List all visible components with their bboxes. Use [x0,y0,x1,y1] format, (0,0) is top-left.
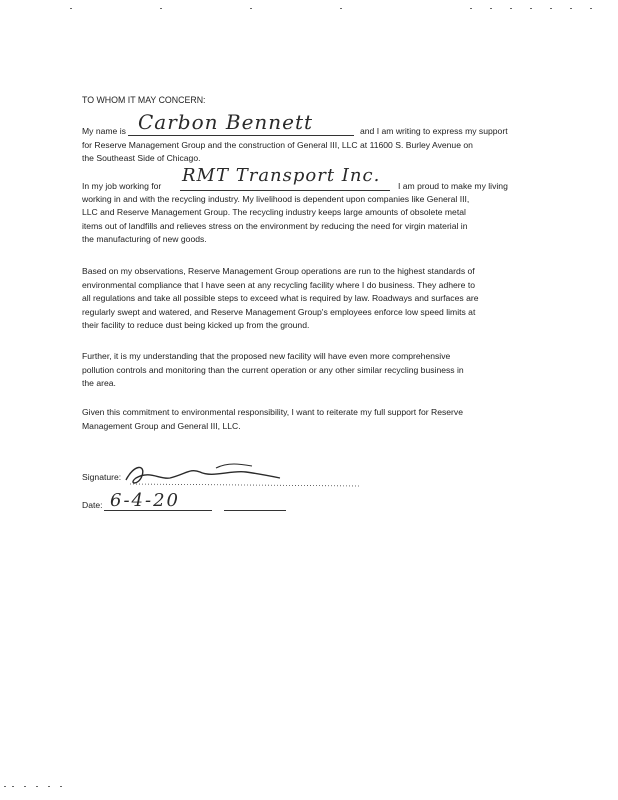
para2-line4: items out of landfills and relieves stress on the environment by reducing the need for virgin material in [82,221,468,231]
para1-line1-prefix: My name is [82,126,126,136]
para3-line4: regularly swept and watered, and Reserve Management Group's employees enforce low speed limits at [82,307,476,317]
signature-label: Signature: [82,472,122,482]
scan-artifacts-top [0,8,618,12]
handwritten-company: RMT Transport Inc. [182,165,381,186]
para2-line1-prefix: In my job working for [82,181,162,191]
handwritten-signature [120,458,370,494]
para2-line2: working in and with the recycling industry. My livelihood is dependent upon companies like General III, [82,194,470,204]
name-fill-line [128,135,354,136]
para3-line3: all regulations and take all possible steps to exceed what is required by law. Roadways and surfaces are [82,293,479,303]
para3-line2: environmental compliance that I have seen at any recycling facility where I do business. They adhere to [82,280,475,290]
para1-line1-suffix: and I am writing to express my support [360,126,508,136]
para1-line2: for Reserve Management Group and the construction of General III, LLC at 11600 S. Burley Avenue on [82,140,473,150]
handwritten-date: 6-4-20 [110,490,180,511]
para3-line5: their facility to reduce dust being kicked up from the ground. [82,320,310,330]
para2-line1-suffix: I am proud to make my living [398,181,508,191]
para4-line2: pollution controls and monitoring than the current operation or any other similar recycling business in [82,365,464,375]
para1-line3: the Southeast Side of Chicago. [82,153,201,163]
date-label: Date: [82,500,103,510]
scan-artifacts-bottom [0,786,618,790]
para4-line1: Further, it is my understanding that the proposed new facility will have even more comprehensive [82,351,451,361]
company-fill-line [180,190,390,191]
para3-line1: Based on my observations, Reserve Management Group operations are run to the highest standards of [82,266,475,276]
para5-line2: Management Group and General III, LLC. [82,421,241,431]
salutation: TO WHOM IT MAY CONCERN: [82,95,206,105]
para4-line3: the area. [82,378,116,388]
para2-line5: the manufacturing of new goods. [82,234,207,244]
para2-line3: LLC and Reserve Management Group. The recycling industry keeps large amounts of obsolete metal [82,207,466,217]
date-extra-line [224,510,286,511]
handwritten-name: Carbon Bennett [138,110,314,134]
para5-line1: Given this commitment to environmental responsibility, I want to reiterate my full support for Reserve [82,407,463,417]
